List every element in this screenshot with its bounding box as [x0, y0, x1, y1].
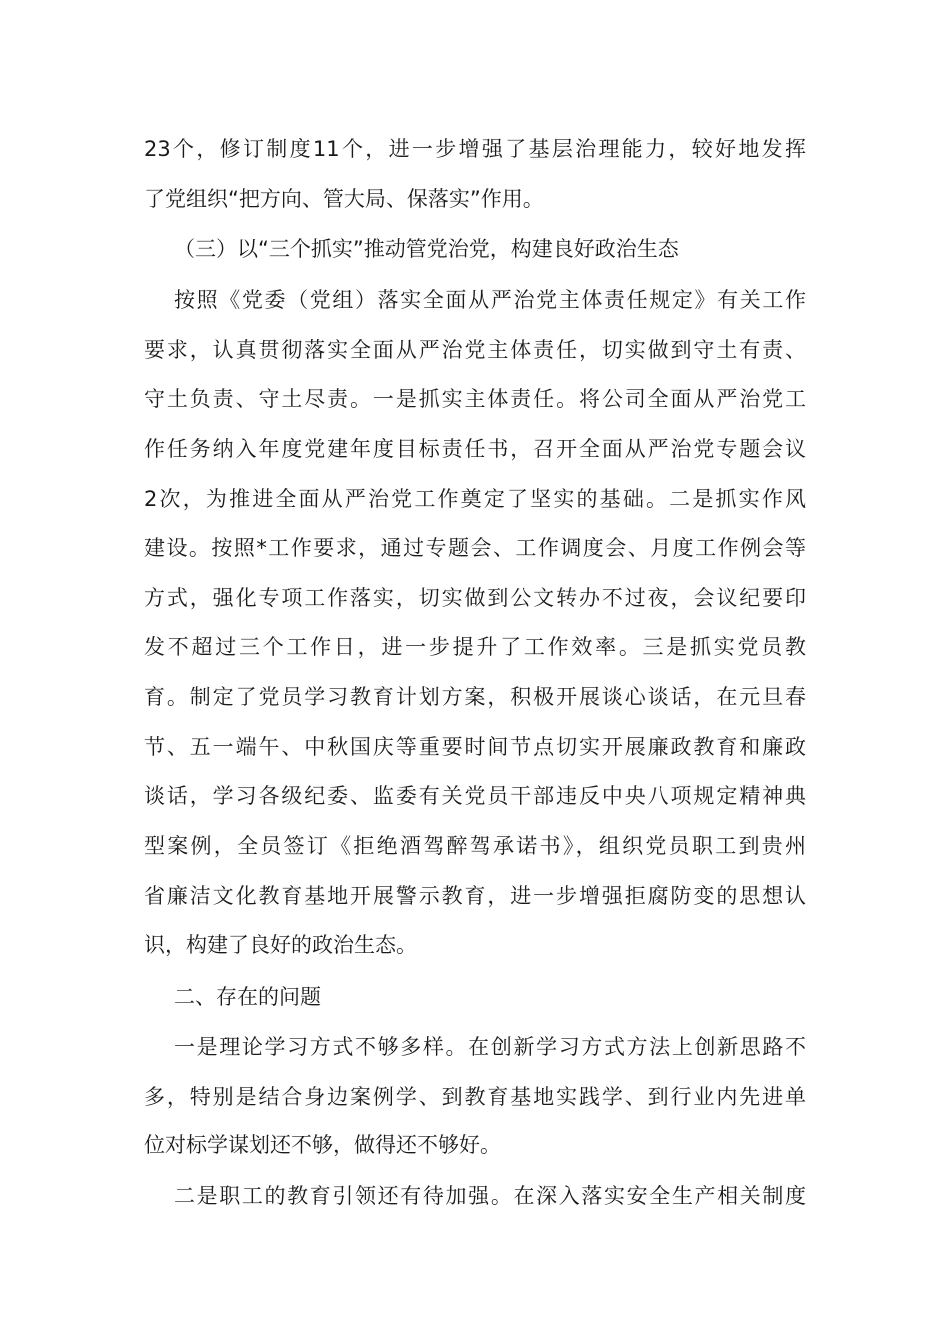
- text-line: 省廉洁文化教育基地开展警示教育，进一步增强拒腐防变的思想认: [144, 884, 806, 908]
- text-line: 识，构建了良好的政治生态。: [144, 933, 417, 957]
- text-line: 守土负责、守土尽责。一是抓实主体责任。将公司全面从严治党工: [144, 387, 806, 411]
- text-line: 建设。按照*工作要求，通过专题会、工作调度会、月度工作例会等: [144, 536, 806, 560]
- text-line: 按照《党委（党组）落实全面从严治党主体责任规定》有关工作: [174, 288, 806, 312]
- text-line: 育。制定了党员学习教育计划方案，积极开展谈心谈话，在元旦春: [144, 685, 806, 709]
- text-line: 了党组织“把方向、管大局、保落实”作用。: [144, 187, 544, 211]
- text-line: 2次，为推进全面从严治党工作奠定了坚实的基础。二是抓实作风: [144, 487, 806, 511]
- text-line: 多，特别是结合身边案例学、到教育基地实践学、到行业内先进单: [144, 1085, 806, 1109]
- text-line: 23个，修订制度11个，进一步增强了基层治理能力，较好地发挥: [144, 137, 806, 161]
- text-line: 发不超过三个工作日，进一步提升了工作效率。三是抓实党员教: [144, 635, 806, 659]
- text-line: 二是职工的教育引领还有待加强。在深入落实安全生产相关制度: [174, 1184, 806, 1208]
- text-line: 型案例，全员签订《拒绝酒驾醉驾承诺书》，组织党员职工到贵州: [144, 834, 806, 858]
- section-heading: （三）以“三个抓实”推动管党治党，构建良好政治生态: [174, 237, 679, 261]
- text-line: 要求，认真贯彻落实全面从严治党主体责任，切实做到守土有责、: [144, 338, 806, 362]
- text-line: 位对标学谋划还不够，做得还不够好。: [144, 1133, 501, 1157]
- text-line: 作任务纳入年度党建年度目标责任书，召开全面从严治党专题会议: [144, 437, 806, 461]
- text-line: 一是理论学习方式不够多样。在创新学习方式方法上创新思路不: [174, 1035, 806, 1059]
- text-line: 方式，强化专项工作落实，切实做到公文转办不过夜，会议纪要印: [144, 586, 806, 610]
- text-line: 节、五一端午、中秋国庆等重要时间节点切实开展廉政教育和廉政: [144, 735, 806, 759]
- section-heading: 二、存在的问题: [174, 985, 321, 1009]
- text-line: 谈话，学习各级纪委、监委有关党员干部违反中央八项规定精神典: [144, 784, 806, 808]
